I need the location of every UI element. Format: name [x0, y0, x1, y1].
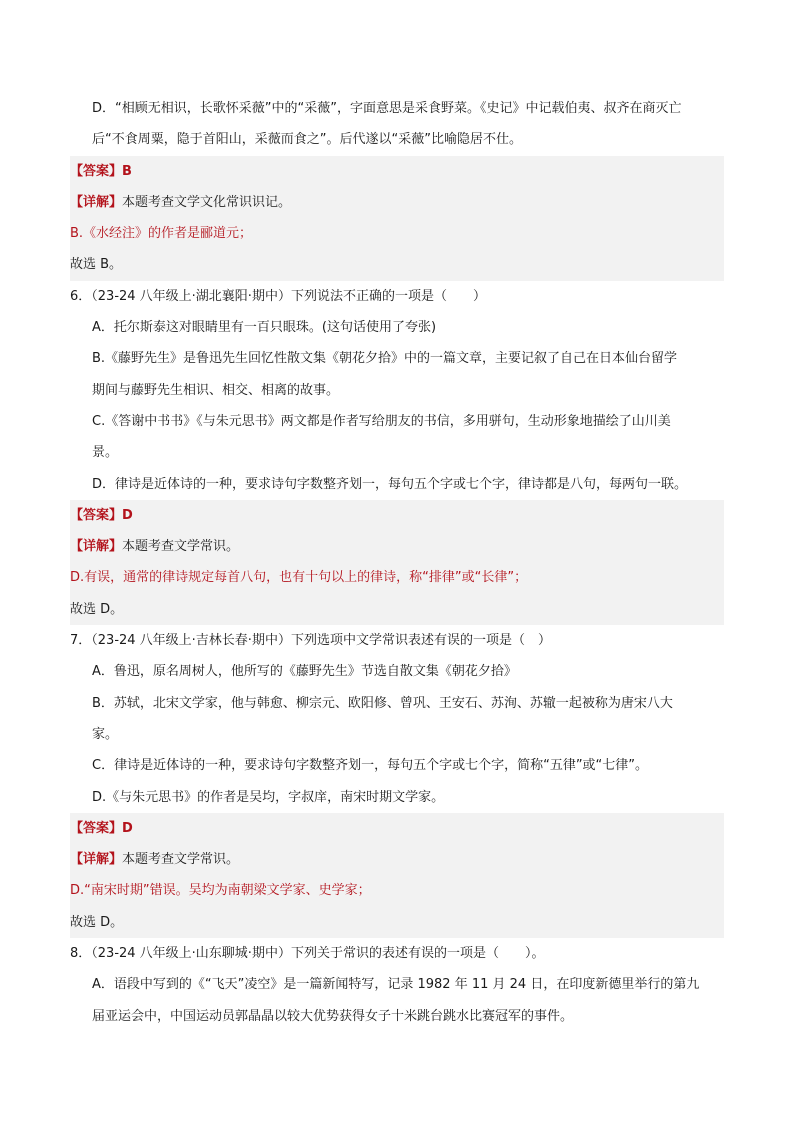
answer-value: D	[122, 507, 133, 523]
q6-option-b-line-2: 期间与藤野先生相识、相交、相离的故事。	[92, 382, 340, 398]
answer-value: B	[122, 163, 132, 179]
detail-text: 本题考查文学常识。	[122, 539, 240, 555]
conclusion: 故选 D。	[70, 601, 124, 617]
answer-value: D	[122, 820, 133, 836]
question-8-stem: 8．（23-24 八年级上·山东聊城·期中）下列关于常识的表述有误的一项是（ ）。	[70, 946, 545, 962]
explanation-note: D.有误，通常的律诗规定每首八句，也有十句以上的律诗，称“排律”或“长律”；	[70, 570, 528, 586]
q7-option-b-line-2: 家。	[92, 726, 119, 742]
q8-option-a-line-1: A．语段中写到的《“飞天”凌空》是一篇新闻特写，记录 1982 年 11 月 24 日，在印度新德里举行的第九	[92, 977, 700, 993]
conclusion: 故选 D。	[70, 914, 124, 930]
prev-option-d-line-2: 后“不食周粟，隐于首阳山，采薇而食之”。后代遂以“采薇”比喻隐居不仕。	[92, 132, 522, 148]
explanation-note: B.《水经注》的作者是郦道元；	[70, 226, 253, 242]
detail-tag: 【详解】	[70, 852, 123, 868]
answer-tag: 【答案】	[70, 507, 123, 523]
question-7-stem: 7．（23-24 八年级上·吉林长春·期中）下列选项中文学常识表述有误的一项是（ ）	[70, 633, 551, 649]
q6-answer-block	[70, 500, 724, 625]
q6-option-a: A．托尔斯泰这对眼睛里有一百只眼珠。(这句话使用了夸张)	[92, 320, 437, 336]
explanation-note: D.“南宋时期”错误。吴均为南朝梁文学家、史学家；	[70, 883, 371, 899]
q7-option-b-line-1: B．苏轼，北宋文学家，他与韩愈、柳宗元、欧阳修、曾巩、王安石、苏洵、苏辙一起被称为唐宋八大	[92, 695, 673, 711]
detail-tag: 【详解】	[70, 539, 123, 555]
q8-option-a-line-2: 届亚运会中，中国运动员郭晶晶以较大优势获得女子十米跳台跳水比赛冠军的事件。	[92, 1008, 574, 1024]
q7-option-c: C．律诗是近体诗的一种，要求诗句字数整齐划一，每句五个字或七个字，简称“五律”或“七律”。	[92, 758, 649, 774]
q6-option-c-line-2: 景。	[92, 445, 119, 461]
prev-answer-block	[70, 156, 724, 281]
answer-tag: 【答案】	[70, 163, 123, 179]
q7-answer-block	[70, 813, 724, 938]
q7-option-a: A．鲁迅，原名周树人，他所写的《藤野先生》节选自散文集《朝花夕拾》	[92, 664, 517, 680]
q7-option-d: D.《与朱元思书》的作者是吴均，字叔庠，南宋时期文学家。	[92, 789, 445, 805]
conclusion: 故选 B。	[70, 257, 123, 273]
document-page	[70, 93, 724, 1032]
detail-text: 本题考查文学文化常识识记。	[122, 194, 292, 210]
detail-text: 本题考查文学常识。	[122, 852, 240, 868]
q6-option-c-line-1: C.《答谢中书书》《与朱元思书》两文都是作者写给朋友的书信，多用骈句，生动形象地描绘了山川美	[92, 413, 671, 429]
q6-option-d: D．律诗是近体诗的一种，要求诗句字数整齐划一，每句五个字或七个字，律诗都是八句，每两句一联。	[92, 476, 688, 492]
prev-option-d-line-1: D．“相顾无相识，长歌怀采薇”中的“采薇”，字面意思是采食野菜。《史记》中记载伯夷、叔齐在商灭亡	[92, 101, 682, 116]
detail-tag: 【详解】	[70, 194, 123, 210]
answer-tag: 【答案】	[70, 820, 123, 836]
q6-option-b-line-1: B.《藤野先生》是鲁迅先生回忆性散文集《朝花夕拾》中的一篇文章，主要记叙了自己在日本仙台留学	[92, 351, 678, 367]
question-6-stem: 6．（23-24 八年级上·湖北襄阳·期中）下列说法不正确的一项是（ ）	[70, 288, 486, 304]
